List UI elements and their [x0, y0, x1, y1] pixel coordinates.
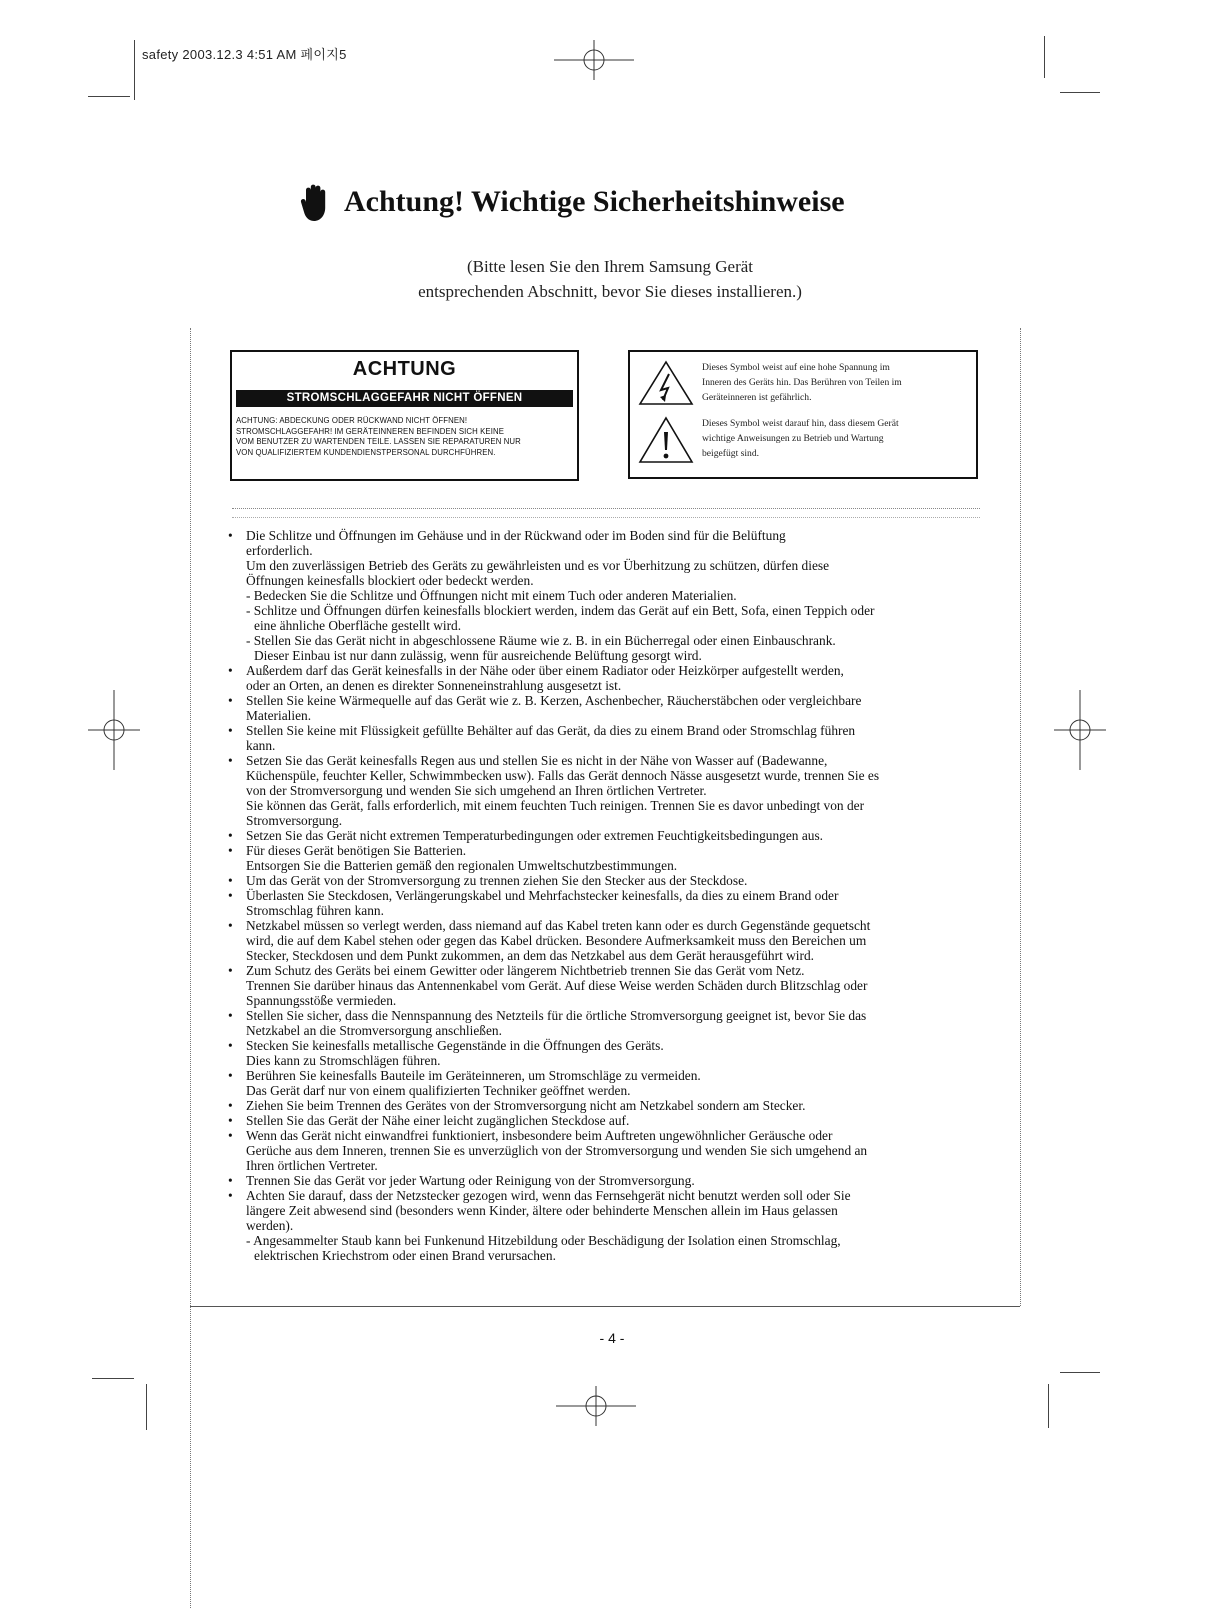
bullet: • [228, 888, 233, 903]
list-item-line: erforderlich. [246, 543, 313, 558]
divider [232, 517, 980, 518]
list-item [228, 1008, 988, 1038]
voltage-symbol-text [702, 360, 902, 406]
bullet: • [228, 1113, 233, 1128]
exclamation-warning-icon [638, 416, 694, 466]
list-item-line: Für dieses Gerät benötigen Sie Batterien. [246, 843, 467, 858]
list-item-line: Dies kann zu Stromschlägen führen. [246, 1053, 441, 1068]
list-item-line: Um den zuverlässigen Betrieb des Geräts zu gewährleisten und es vor Überhitzung zu schützen, dürfen diese [246, 558, 830, 573]
stop-hand-icon [300, 182, 330, 222]
registration-mark-icon [88, 690, 140, 770]
list-item [228, 663, 988, 693]
instruction-symbol-row [638, 416, 972, 466]
list-item [228, 873, 988, 888]
divider [232, 508, 980, 509]
list-item [228, 888, 988, 918]
crop-mark [146, 1384, 147, 1430]
caution-line: VOM BENUTZER ZU WARTENDEN TEILE. LASSEN SIE REPARATUREN NUR [236, 437, 521, 446]
list-item-line: Spannungsstöße vermieden. [246, 993, 397, 1008]
list-item-line: Stellen Sie sicher, dass die Nennspannung des Netzteils für die örtliche Stromversorgung geeignet ist, bevor Sie das [246, 1008, 867, 1023]
registration-mark-icon [556, 1386, 636, 1426]
list-item [228, 693, 988, 723]
list-item-line: Berühren Sie keinesfalls Bauteile im Geräteinneren, um Stromschläge zu vermeiden. [246, 1068, 701, 1083]
list-item-line: Entsorgen Sie die Batterien gemäß den regionalen Umweltschutzbestimmungen. [246, 858, 678, 873]
voltage-symbol-row [638, 360, 972, 406]
crop-mark [1060, 1372, 1100, 1373]
page-number: - 4 - [599, 1330, 625, 1346]
high-voltage-warning-icon [638, 360, 694, 406]
list-item-line: - Bedecken Sie die Schlitze und Öffnungen nicht mit einem Tuch oder anderen Materialien. [246, 588, 737, 603]
list-item [228, 753, 988, 828]
list-item-line: Das Gerät darf nur von einem qualifizierten Techniker geöffnet werden. [246, 1083, 631, 1098]
list-item-line: Außerdem darf das Gerät keinesfalls in der Nähe oder über einem Radiator oder Heizkörper aufgestellt werden, [246, 663, 844, 678]
list-item [228, 1188, 988, 1263]
list-item-line: Wenn das Gerät nicht einwandfrei funktioniert, insbesondere beim Auftreten ungewöhnlicher Geräusche oder [246, 1128, 833, 1143]
list-item [228, 528, 988, 663]
caution-body [236, 416, 574, 458]
list-item [228, 918, 988, 963]
caution-line: ACHTUNG: ABDECKUNG ODER RÜCKWAND NICHT ÖFFNEN! [236, 416, 468, 425]
list-item-line: Trennen Sie das Gerät vor jeder Wartung oder Reinigung von der Stromversorgung. [246, 1173, 695, 1188]
subtitle-line: (Bitte lesen Sie den Ihrem Samsung Gerät [466, 257, 754, 276]
list-item-line: Netzkabel an die Stromversorgung anschließen. [246, 1023, 502, 1038]
list-item [228, 1068, 988, 1098]
list-item [228, 1038, 988, 1068]
symbol-line: Dieses Symbol weist darauf hin, dass diesem Gerät [702, 418, 899, 429]
list-item [228, 723, 988, 753]
bullet: • [228, 873, 233, 888]
list-item [228, 963, 988, 1008]
bullet: • [228, 918, 233, 933]
symbol-line: Dieses Symbol weist auf eine hohe Spannung im [702, 362, 890, 373]
caution-heading: ACHTUNG [352, 358, 457, 380]
crop-mark [1060, 92, 1100, 93]
list-item-line: Trennen Sie darüber hinaus das Antennenkabel vom Gerät. Auf diese Weise werden Schäden durch Blitzschlag oder [246, 978, 868, 993]
bullet: • [228, 1188, 233, 1203]
list-item-line: kann. [246, 738, 276, 753]
list-item-line: elektrischen Kriechstrom oder einen Brand verursachen. [254, 1248, 556, 1263]
list-item-line: Zum Schutz des Geräts bei einem Gewitter oder längerem Nichtbetrieb trennen Sie das Gerät vom Netz. [246, 963, 805, 978]
list-item [228, 1098, 988, 1113]
subtitle-line: entsprechenden Abschnitt, bevor Sie dieses installieren.) [418, 282, 802, 301]
safety-instruction-list [228, 528, 988, 1263]
crop-mark [134, 40, 135, 100]
title-text: Achtung! Wichtige Sicherheitshinweise [344, 185, 845, 218]
list-item-line: Stellen Sie keine mit Flüssigkeit gefüllte Behälter auf das Gerät, da dies zu einem Brand oder Stromschlag führen [246, 723, 856, 738]
list-item [228, 1128, 988, 1173]
list-item-line: eine ähnliche Oberfläche gestellt wird. [254, 618, 462, 633]
list-item [228, 828, 988, 843]
page-title [300, 178, 940, 226]
frame-line [1020, 328, 1022, 1306]
caution-box [230, 350, 579, 481]
list-item-line: - Schlitze und Öffnungen dürfen keinesfalls blockiert werden, indem das Gerät auf ein Bett, Sofa, einen Teppich oder [246, 603, 875, 618]
subtitle [300, 254, 920, 304]
caution-line: STROMSCHLAGGEFAHR! IM GERÄTEINNEREN BEFINDEN SICH KEINE [236, 426, 505, 436]
crop-mark [88, 96, 130, 97]
bullet: • [228, 753, 233, 768]
symbol-line: Inneren des Geräts hin. Das Berühren von Teilen im [702, 377, 902, 388]
list-item [228, 1113, 988, 1128]
symbol-line: wichtige Anweisungen zu Betrieb und Wartung [702, 433, 884, 444]
bullet: • [228, 693, 233, 708]
list-item-line: Materialien. [246, 708, 312, 723]
list-item [228, 1173, 988, 1188]
list-item-line: - Stellen Sie das Gerät nicht in abgeschlossene Räume wie z. B. in ein Bücherregal oder einen Einbauschrank. [246, 633, 836, 648]
list-item-line: Setzen Sie das Gerät nicht extremen Temperaturbedingungen oder extremen Feuchtigkeitsbedingungen aus. [246, 828, 824, 843]
frame-line [190, 1306, 1020, 1308]
crop-mark [1048, 1384, 1049, 1428]
bullet: • [228, 723, 233, 738]
print-slug: safety 2003.12.3 4:51 AM 페이지5 [142, 47, 347, 62]
bullet: • [228, 1008, 233, 1023]
list-item-line: Stellen Sie das Gerät der Nähe einer leicht zugänglichen Steckdose auf. [246, 1113, 630, 1128]
registration-mark-icon [554, 40, 634, 80]
list-item-line: Küchenspüle, feuchter Keller, Schwimmbecken usw). Falls das Gerät dennoch Nässe ausgesetzt wurde, trennen Sie es [246, 768, 880, 783]
list-item [228, 843, 988, 873]
bullet: • [228, 828, 233, 843]
list-item-line: Öffnungen keinesfalls blockiert oder bedeckt werden. [246, 573, 534, 588]
list-item-line: Stecken Sie keinesfalls metallische Gegenstände in die Öffnungen des Geräts. [246, 1038, 664, 1053]
list-item-line: längere Zeit abwesend sind (besonders wenn Kinder, ältere oder behinderte Menschen allein im Haus gelassen [246, 1203, 838, 1218]
caution-bar: STROMSCHLAGGEFAHR NICHT ÖFFNEN [236, 390, 573, 407]
list-item-line: wird, die auf dem Kabel stehen oder gegen das Kabel drücken. Besondere Aufmerksamkeit muss den Bereichen um [246, 933, 867, 948]
list-item-line: Ziehen Sie beim Trennen des Gerätes von der Stromversorgung nicht am Netzkabel sondern am Stecker. [246, 1098, 806, 1113]
list-item-line: Achten Sie darauf, dass der Netzstecker gezogen wird, wenn das Fernsehgerät nicht benutzt werden soll oder Sie [246, 1188, 851, 1203]
crop-mark [1044, 36, 1045, 78]
bullet: • [228, 663, 233, 678]
bullet: • [228, 1128, 233, 1143]
list-item-line: von der Stromversorgung und wenden Sie sich umgehend an Ihren örtlichen Vertreter. [246, 783, 707, 798]
list-item-line: Überlasten Sie Steckdosen, Verlängerungskabel und Mehrfachstecker keinesfalls, da dies zu einem Brand oder [246, 888, 839, 903]
list-item-line: oder an Orten, an denen es direkter Sonneneinstrahlung ausgesetzt ist. [246, 678, 622, 693]
list-item-line: Stromschlag führen kann. [246, 903, 384, 918]
list-item-line: werden). [246, 1218, 294, 1233]
symbol-explanation-box [628, 350, 978, 479]
crop-mark [92, 1378, 134, 1379]
symbol-line: Geräteinneren ist gefährlich. [702, 392, 812, 403]
symbol-line: beigefügt sind. [702, 448, 760, 459]
list-item-line: Stromversorgung. [246, 813, 343, 828]
caution-line: VON QUALIFIZIERTEM KUNDENDIENSTPERSONAL DURCHFÜHREN. [236, 447, 496, 457]
list-item-line: Stecker, Steckdosen und dem Punkt zukommen, an dem das Netzkabel aus dem Gerät herausgeführt wird. [246, 948, 815, 963]
bullet: • [228, 1038, 233, 1053]
list-item-line: Sie können das Gerät, falls erforderlich, mit einem feuchten Tuch reinigen. Trennen Sie es davor unbedingt von der [246, 798, 865, 813]
list-item-line: Um das Gerät von der Stromversorgung zu trennen ziehen Sie den Stecker aus der Steckdose. [246, 873, 748, 888]
bullet: • [228, 963, 233, 978]
list-item-line: Die Schlitze und Öffnungen im Gehäuse und in der Rückwand oder im Boden sind für die Belüftung [246, 528, 786, 543]
frame-line [190, 328, 192, 1608]
instruction-symbol-text [702, 416, 899, 466]
bullet: • [228, 528, 233, 543]
registration-mark-icon [1054, 690, 1106, 770]
list-item-line: Gerüche aus dem Inneren, trennen Sie es unverzüglich von der Stromversorgung und wenden Sie sich umgehend an [246, 1143, 868, 1158]
bullet: • [228, 1068, 233, 1083]
bullet: • [228, 843, 233, 858]
list-item-line: Stellen Sie keine Wärmequelle auf das Gerät wie z. B. Kerzen, Aschenbecher, Räucherstäbchen oder vergleichbare [246, 693, 862, 708]
bullet: • [228, 1173, 233, 1188]
list-item-line: Ihren örtlichen Vertreter. [246, 1158, 378, 1173]
bullet: • [228, 1098, 233, 1113]
list-item-line: - Angesammelter Staub kann bei Funkenund Hitzebildung oder Beschädigung der Isolation einen Stromschlag, [246, 1233, 841, 1248]
list-item-line: Dieser Einbau ist nur dann zulässig, wenn für ausreichende Belüftung gesorgt wird. [254, 648, 702, 663]
list-item-line: Netzkabel müssen so verlegt werden, dass niemand auf das Kabel treten kann oder es durch Gegenstände gequetscht [246, 918, 871, 933]
list-item-line: Setzen Sie das Gerät keinesfalls Regen aus und stellen Sie es nicht in der Nähe von Wasser auf (Badewanne, [246, 753, 828, 768]
